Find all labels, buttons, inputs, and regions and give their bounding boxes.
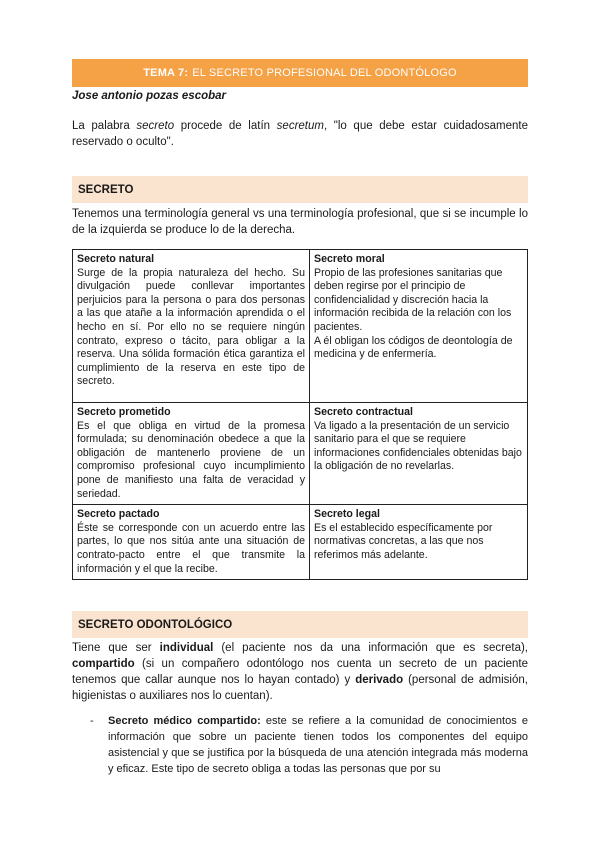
- table-row: [73, 505, 528, 580]
- cell-title: Secreto moral: [314, 253, 385, 265]
- odontologico-paragraph: Tiene que ser individual (el paciente nos da una información que es secreta), compartido (si un compañero odontólogo nos cuenta un secreto de un paciente tenemos que callar aunque nos lo hayan contado) y derivado (personal de admisión, higienistas o auxiliares nos lo cuentan).: [72, 642, 528, 702]
- cell-text: Surge de la propia naturaleza del hecho. Su divulgación puede conllevar importantes perjuicios para la persona o para dos personas a las que atañe a la información aprendida o el hecho en sí. Por ello no se requiere ningún contrato, expreso o tácito, para obligar a la reserva. Una sólida formación ética garantiza el cumplimiento de la reserva en este tipo de secreto.: [77, 266, 305, 388]
- cell-title: Secreto legal: [314, 508, 380, 521]
- table-row: [73, 403, 528, 505]
- cell-text: Es el que obliga en virtud de la promesa formulada; su denominación obedece a que la obligación de mantenerlo proviene de un compromiso profesional cuyo incumplimiento pone de manifiesto una falta de veracidad y seriedad.: [77, 419, 305, 500]
- topic-title: EL SECRETO PROFESIONAL DEL ODONTÓLOGO: [192, 67, 457, 79]
- section-heading-secreto: SECRETO: [72, 176, 528, 203]
- cell-title: Secreto contractual: [314, 406, 413, 418]
- cell-title: Secreto pactado: [77, 508, 160, 521]
- author-name: Jose antonio pozas escobar: [72, 90, 227, 102]
- intro-paragraph: La palabra secreto procede de latín secretum, "lo que debe estar cuidadosamente reservado o oculto".: [72, 120, 529, 148]
- term-secretum: secretum: [276, 120, 324, 132]
- bullet-term: Secreto médico compartido:: [108, 715, 261, 727]
- document-title-bar: [72, 59, 528, 87]
- secreto-paragraph: Tenemos una terminología general vs una terminología profesional, que si se incumple lo de la izquierda se produce lo de la derecha.: [72, 208, 528, 236]
- list-item: [90, 713, 528, 777]
- cell-text: Éste se corresponde con un acuerdo entre las partes, lo que nos sitúa ante una situación de contrato-pacto entre el que transmite la información y el que la recibe.: [77, 521, 305, 575]
- section-heading-odontologico: SECRETO ODONTOLÓGICO: [72, 611, 528, 638]
- cell-text: Va ligado a la presentación de un servicio sanitario para el que se requiere informaciones confidenciales obtenidas bajo la obligación de no revelarlas.: [314, 419, 522, 473]
- cell-secreto-natural: [73, 250, 310, 403]
- cell-title: Secreto natural: [77, 253, 155, 265]
- topic-number: TEMA 7:: [143, 67, 189, 79]
- secret-types-table: [72, 249, 528, 580]
- term-compartido: compartido: [72, 658, 135, 670]
- term-individual: individual: [159, 642, 214, 654]
- term-derivado: derivado: [355, 674, 404, 686]
- table-row: [73, 250, 528, 403]
- cell-secreto-moral: [310, 250, 528, 403]
- bullet-dash: -: [90, 715, 94, 727]
- cell-text: Propio de las profesiones sanitarias que deben regirse por el principio de confidencialidad y discreción hacia la información recibida de la relación con los pacientes.: [314, 266, 512, 333]
- cell-text: Es el establecido específicamente por normativas concretas, a las que nos referimos más adelante.: [314, 521, 493, 561]
- cell-secreto-legal: [310, 505, 528, 580]
- cell-text-extra: A él obligan los códigos de deontología de medicina y de enfermería.: [314, 334, 513, 361]
- cell-secreto-pactado: [73, 505, 310, 580]
- cell-title: Secreto prometido: [77, 406, 171, 418]
- bullet-text: Secreto médico compartido: este se refiere a la comunidad de conocimientos e información que sobre un paciente tienen todos los componentes del equipo asistencial y que se justifica por la búsqueda de una atención integrada más moderna y eficaz. Este tipo de secreto obliga a todas las personas que por su: [108, 715, 528, 775]
- term-secreto: secreto: [136, 120, 175, 132]
- cell-secreto-prometido: [73, 403, 310, 505]
- cell-secreto-contractual: [310, 403, 528, 505]
